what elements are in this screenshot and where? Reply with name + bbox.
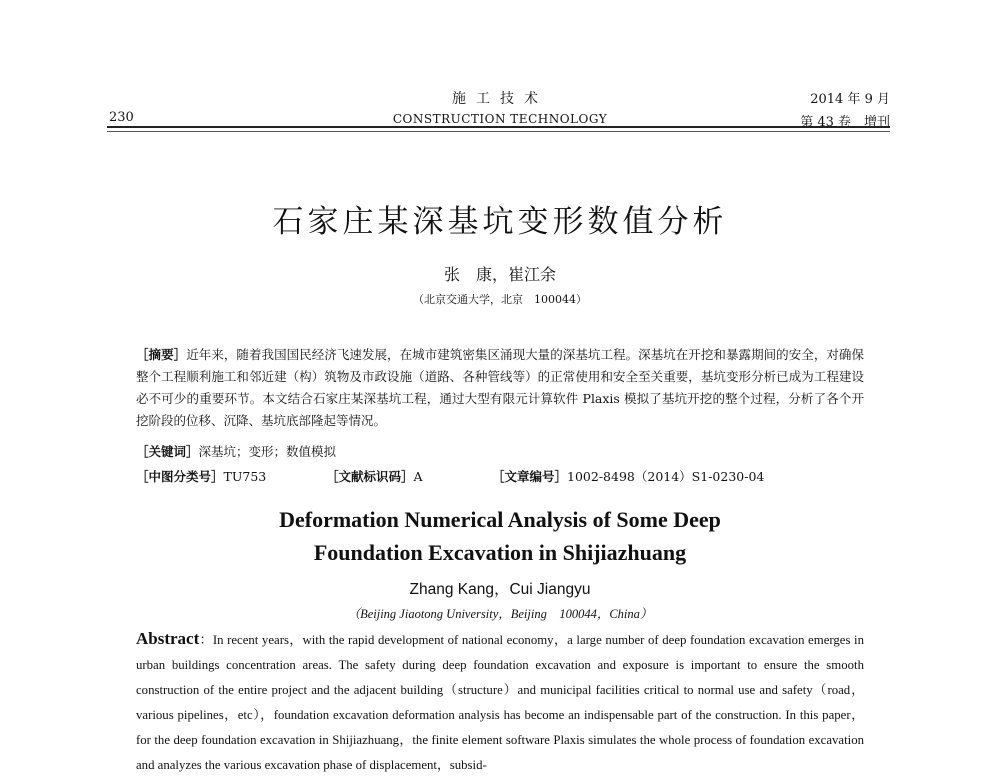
abstract-en [136,626,864,778]
doc-code-label: ［文献标识码］ [326,469,414,484]
clc-value: TU753 [223,469,267,484]
classification-line [136,467,864,485]
doc-code-item [326,467,423,485]
clc-item [136,467,266,485]
affiliation-en: （Beijing Jiaotong University，Beijing 100044，China） [347,607,653,621]
affiliation-cn: （北京交通大学，北京 100044） [413,293,587,306]
abstract-en-colon: ： [199,633,213,647]
keywords-text: 深基坑；变形；数值模拟 [198,444,337,459]
keywords [136,442,336,460]
issue-info [800,88,890,130]
authors-cn: 张 康，崔江余 [443,265,556,284]
article-title-en-line2: Foundation Excavation in Shijiazhuang [313,540,687,565]
authors-en: Zhang Kang，Cui Jiangyu [409,581,591,598]
abstract-en-label: Abstract [136,629,200,648]
issue-volume: 第 43 卷 增刊 [800,115,890,130]
header-rule-thick [107,126,890,128]
article-title-en-line1: Deformation Numerical Analysis of Some Deep [279,507,721,532]
article-no-label: ［文章编号］ [492,469,568,484]
page-number: 230 [109,110,134,125]
keywords-label: ［关键词］ [136,444,199,459]
clc-label: ［中图分类号］ [136,469,224,484]
article-title-cn: 石家庄某深基坑变形数值分析 [272,204,728,240]
doc-code-value: A [413,469,423,484]
journal-name-en: CONSTRUCTION TECHNOLOGY [392,112,608,126]
article-title-en [0,503,1000,569]
article-no-value: 1002-8498（2014）S1-0230-04 [567,469,765,484]
journal-header [380,88,620,126]
abstract-cn-label: ［摘要］ [136,347,187,362]
issue-date: 2014 年 9 月 [810,92,890,107]
article-no-item [492,467,764,485]
abstract-cn-text: 近年来，随着我国国民经济飞速发展，在城市建筑密集区涌现大量的深基坑工程。深基坑在开挖和暴露期间的安全，对确保整个工程顺利施工和邻近建（构）筑物及市政设施（道路、各种管线等）的正常使用和安全至关重要，基坑变形分析已成为工程建设必不可少的重要环节。本文结合石家庄某深基坑工程，通过大型有限元计算软件 Plaxis 模拟了基坑开挖的整个过程，分析了各个开挖阶段的位移、沉降、基坑底部隆起等情况。 [136,347,864,428]
abstract-en-text: In recent years，with the rapid development of national economy，a large number of deep foundation excavation emerges in urban buildings concentration areas. The safety during deep foundation excavation and exposure is important to ensure the smooth construction of the entire project and the adjacent building（structure）and municipal facilities critical to normal use and safety（road，various pipelines，etc），foundation excavation deformation analysis has become an indispensable part of the construction. In this paper，for the deep foundation excavation in Shijiazhuang，the finite element software Plaxis simulates the whole process of foundation excavation and analyzes the various excavation phase of displacement，subsid- [136,633,864,772]
journal-name-cn: 施工技术 [452,91,548,107]
header-rule-thin [107,131,890,132]
abstract-cn [136,344,864,432]
